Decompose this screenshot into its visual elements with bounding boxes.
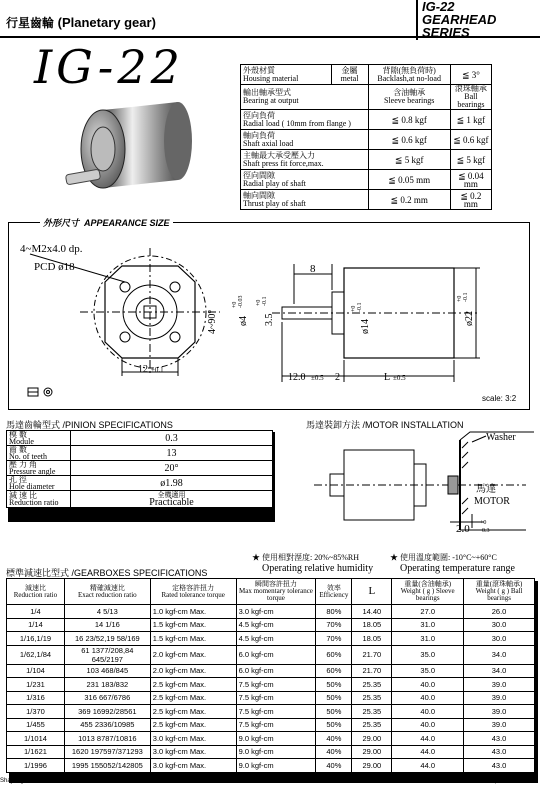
motor-label-en: MOTOR: [474, 496, 510, 507]
table-cell: 60%: [316, 645, 352, 664]
table-cell: 4 5/13: [64, 605, 150, 619]
svg-text:+0: +0: [457, 295, 463, 302]
svg-text:-0.1: -0.1: [357, 302, 363, 312]
svg-text:±0.5: ±0.5: [393, 374, 406, 382]
table-cell: 1013 8787/10816: [64, 732, 150, 746]
dim-4: ø4: [238, 316, 249, 326]
svg-text:-0.3: -0.3: [480, 528, 490, 534]
table-cell: 1/14: [7, 618, 65, 632]
gearbox-table: 減速比 Reduction ratio 精確減速比 Exact reduction ratio 定格容許扭力 Rated tolerance torque 瞬間容許扭力 Max momentary tolerance torque 效率 Efficiency L 重量(含油軸承) Weight ( g ) Sleeve bearings 重量(滾珠軸承) Weight ( g ) Ball bearings 1/4 4 5/13 1.0 kgf-cm Max. 3.0 kgf-cm 80% 14.40 27.0 26.0 1/14 14 1/16 1.5 kgf-cm Max. 4.5 kgf-cm 70% 18.05 31.0 30.0 1/16,1/19 16 23/52,19 58/169 1.5 kgf-cm Max. 4.5 kgf-cm 70% 18.05 31.0 30.0 1/62,1/84 61 1377/208,84 645/2197 2.0 kgf-cm Max. 6.0 kgf-cm 60% 21.70 35.0 34.0 1/104 103 468/845 2.0 kgf-cm Max. 6.0 kgf-cm 60% 21.70 35.0 34.0 1/231 231 183/832 2.5 kgf-cm Max. 7.5 kgf-cm 50% 25.35 40.0 39.0 1/316 316 667/6786 2.5 kgf-cm Max. 7.5 kgf-cm 50% 25.35 40.0 39.0 1/370 369 16992/28561 2.5 kgf-cm Max. 7.5 kgf-cm 50% 25.35 40.0 39.0 1/455 455 2336/10985 2.5 kgf-cm Max. 7.5 kgf-cm 50% 25.35 40.0 39.0 1/1014 1013 8787/10816 3.0 kgf-cm Max. 9.0 kgf-cm 40% 29.00 44.0 43.0 1/1621 1620 197597/371293 3.0 kgf-cm Max. 9.0 kgf-cm 40% 29.00 44.0 43.0 1/1996 1995 155052/142805 3.0 kgf-cm Max. 9.0 kgf-cm 40% 29.00 44.0 43.0: [6, 578, 535, 773]
table-cell: 3.0 kgf-cm Max.: [150, 759, 236, 773]
table-cell: 39.0: [464, 718, 535, 732]
svg-text:-0.1: -0.1: [262, 296, 268, 306]
table-cell: 1/1014: [7, 732, 65, 746]
holes-label: 4~M2x4.0 dp.: [20, 243, 83, 255]
table-cell: 30.0: [464, 618, 535, 632]
table-cell: 50%: [316, 691, 352, 705]
motor-dim: 2.0: [456, 523, 470, 535]
table-row: [7, 759, 535, 773]
svg-text:+0: +0: [351, 305, 357, 312]
table-cell: 25.35: [352, 705, 392, 719]
series-model: IG-22: [422, 0, 455, 14]
washer-label: Washer: [486, 432, 516, 443]
table-cell: 316 667/6786: [64, 691, 150, 705]
table-cell: 29.00: [352, 759, 392, 773]
side-view: [272, 264, 480, 382]
table-cell: 1/455: [7, 718, 65, 732]
table-cell: 34.0: [464, 645, 535, 664]
table-cell: 34.0: [464, 664, 535, 678]
title-en: (Planetary gear): [57, 15, 156, 30]
table-cell: 40.0: [392, 705, 464, 719]
table-row: [7, 691, 535, 705]
title-zh: 行星齒輪: [6, 16, 55, 30]
table-cell: 4.5 kgf-cm: [236, 618, 316, 632]
table-cell: 27.0: [392, 605, 464, 619]
table-cell: 39.0: [464, 678, 535, 692]
header-rule: [0, 36, 540, 38]
series-gearhead: GEARHEAD: [422, 12, 497, 27]
table-row: [7, 632, 535, 646]
model-title: IG-22: [34, 40, 184, 94]
table-cell: 1/1996: [7, 759, 65, 773]
table-cell: 103 468/845: [64, 664, 150, 678]
svg-text:+0: +0: [256, 299, 262, 306]
table-cell: 2.0 kgf-cm Max.: [150, 664, 236, 678]
dim-22: ø22: [464, 311, 475, 326]
table-cell: 6.0 kgf-cm: [236, 664, 316, 678]
table-cell: 44.0: [392, 745, 464, 759]
table-cell: 3.0 kgf-cm: [236, 605, 316, 619]
table-cell: 1/316: [7, 691, 65, 705]
table-cell: 1.5 kgf-cm Max.: [150, 632, 236, 646]
svg-text:+0: +0: [480, 520, 487, 526]
table-cell: 40.0: [392, 678, 464, 692]
table-cell: 1/231: [7, 678, 65, 692]
svg-text:±0.5: ±0.5: [311, 374, 324, 382]
front-width-label: 12: [138, 364, 148, 375]
table-cell: 18.05: [352, 632, 392, 646]
scale-label: scale: 3:2: [482, 394, 517, 403]
table-cell: 70%: [316, 632, 352, 646]
table-cell: 9.0 kgf-cm: [236, 745, 316, 759]
table-row: [7, 678, 535, 692]
motor-label-zh: 馬達: [476, 484, 496, 495]
table-cell: 6.0 kgf-cm: [236, 645, 316, 664]
table-cell: 3.0 kgf-cm Max.: [150, 745, 236, 759]
table-cell: 2.5 kgf-cm Max.: [150, 691, 236, 705]
svg-text:-0.1: -0.1: [463, 292, 469, 302]
table-cell: 30.0: [464, 632, 535, 646]
table-cell: 3.0 kgf-cm Max.: [150, 732, 236, 746]
table-cell: 50%: [316, 718, 352, 732]
page-title: [6, 14, 156, 31]
table-cell: 16 23/52,19 58/169: [64, 632, 150, 646]
table-cell: 1/62,1/84: [7, 645, 65, 664]
table-cell: 43.0: [464, 745, 535, 759]
gearbox-heading: 標準減速比型式 /GEARBOXES SPECIFICATIONS: [6, 568, 208, 578]
table-cell: 25.35: [352, 691, 392, 705]
humidity-note: ★ 使用相對溼度: 20%~85%RH Operating relative humidity: [252, 553, 374, 574]
table-cell: 60%: [316, 664, 352, 678]
temperature-note: ★ 使用溫度範圍: -10°C~+60°C Operating temperature range: [390, 553, 515, 574]
motor-heading: 馬達裝卸方法 /MOTOR INSTALLATION: [306, 420, 464, 430]
series-box: [416, 0, 540, 40]
table-row: [7, 618, 535, 632]
pinion-table: 模 數 Module 0.3 齒 數 No. of teeth 13 壓 力 角 Pressure angle 20° 孔 徑 Hole diameter ø1.98 減 速 比 Reduction ratio 全機適用 Practicable: [6, 430, 273, 508]
table-cell: 14.40: [352, 605, 392, 619]
table-cell: 40.0: [392, 718, 464, 732]
table-cell: 9.0 kgf-cm: [236, 759, 316, 773]
table-cell: 7.5 kgf-cm: [236, 678, 316, 692]
angle-label: 4~90°: [207, 309, 218, 334]
pinion-heading: 馬達齒輪型式 /PINION SPECIFICATIONS: [6, 420, 173, 430]
table-cell: 70%: [316, 618, 352, 632]
table-cell: 44.0: [392, 759, 464, 773]
table-cell: 21.70: [352, 645, 392, 664]
table-cell: 7.5 kgf-cm: [236, 705, 316, 719]
table-cell: 7.5 kgf-cm: [236, 718, 316, 732]
appearance-drawing: [10, 224, 530, 408]
table-cell: 2.0 kgf-cm Max.: [150, 645, 236, 664]
table-row: [7, 718, 535, 732]
table-cell: 231 183/832: [64, 678, 150, 692]
table-row: [7, 645, 535, 664]
table-row: [7, 605, 535, 619]
table-row: [7, 705, 535, 719]
table-cell: 35.0: [392, 664, 464, 678]
table-cell: 2.5 kgf-cm Max.: [150, 718, 236, 732]
series-label: SERIES: [422, 25, 470, 40]
table-row: [7, 732, 535, 746]
table-cell: 2.5 kgf-cm Max.: [150, 705, 236, 719]
table-cell: 39.0: [464, 705, 535, 719]
front-width-tol: ±0.1: [151, 366, 164, 374]
table-cell: 29.00: [352, 732, 392, 746]
table-cell: 25.35: [352, 678, 392, 692]
table-cell: 50%: [316, 678, 352, 692]
table-cell: 4.5 kgf-cm: [236, 632, 316, 646]
table-cell: 369 16992/28561: [64, 705, 150, 719]
table-cell: 39.0: [464, 691, 535, 705]
table-cell: 1.5 kgf-cm Max.: [150, 618, 236, 632]
appearance-label: 外形尺寸 APPEARANCE SIZE: [40, 216, 173, 229]
table-row: [7, 664, 535, 678]
table-cell: 1995 155052/142805: [64, 759, 150, 773]
table-cell: 21.70: [352, 664, 392, 678]
table-cell: 35.0: [392, 645, 464, 664]
pcd-label: PCD ø18: [34, 261, 75, 273]
table-cell: 29.00: [352, 745, 392, 759]
table-cell: 1/4: [7, 605, 65, 619]
table-cell: 18.05: [352, 618, 392, 632]
table-cell: 1/16,1/19: [7, 632, 65, 646]
table-cell: 9.0 kgf-cm: [236, 732, 316, 746]
table-cell: 1/370: [7, 705, 65, 719]
table-row: [7, 745, 535, 759]
table-cell: 31.0: [392, 618, 464, 632]
table-cell: 1/1621: [7, 745, 65, 759]
motor-hatch-icon: [462, 442, 468, 514]
table-cell: 80%: [316, 605, 352, 619]
motor-drawing: [300, 428, 536, 538]
dim-8: 8: [310, 263, 316, 275]
table-cell: 1.0 kgf-cm Max.: [150, 605, 236, 619]
table-cell: 7.5 kgf-cm: [236, 691, 316, 705]
table-cell: 31.0: [392, 632, 464, 646]
dim-12-0: 12.0: [288, 372, 306, 383]
table-cell: 40%: [316, 759, 352, 773]
dim-3-5: 3.5: [264, 313, 275, 326]
svg-text:-0.03: -0.03: [238, 295, 244, 308]
table-cell: 2.5 kgf-cm Max.: [150, 678, 236, 692]
footer-author: Shayang Ye: [0, 778, 33, 784]
gearhead-photo: [58, 90, 198, 202]
table-cell: 455 2336/10985: [64, 718, 150, 732]
dim-14: ø14: [360, 319, 371, 334]
dim-L: L: [384, 372, 391, 383]
projection-symbol-icon: [28, 388, 52, 396]
table-cell: 40.0: [392, 691, 464, 705]
table-cell: 1/104: [7, 664, 65, 678]
footer-date: September 2006: [487, 778, 532, 784]
spec-table: 外殼材質 Housing material 金屬 metal 背隙(無負荷時) Backlash,at no-load ≦ 3° 輸出軸承型式 Bearing at output 含油軸承 Sleeve bearings 滾珠軸承 Ball bearings 徑向負荷 Radial load ( 10mm from flange ) ≦ 0.8 kgf ≦ 1 kgf 軸向負荷 Shaft axial load ≦ 0.6 kgf ≦ 0.6 kgf 主軸最大承受壓入力 Shaft press fit force,max. ≦ 5 kgf ≦ 5 kgf 徑向間隙 Radial play of shaft ≦ 0.05 mm ≦ 0.04 mm 軸向間隙 Thrust play of shaft ≦ 0.2 mm ≦ 0.2 mm: [240, 64, 492, 210]
table-cell: 44.0: [392, 732, 464, 746]
table-cell: 40%: [316, 732, 352, 746]
svg-text:+0: +0: [232, 301, 238, 308]
table-cell: 50%: [316, 705, 352, 719]
table-cell: 25.35: [352, 718, 392, 732]
table-cell: 14 1/16: [64, 618, 150, 632]
table-cell: 43.0: [464, 732, 535, 746]
table-cell: 40%: [316, 745, 352, 759]
table-cell: 61 1377/208,84 645/2197: [64, 645, 150, 664]
table-cell: 43.0: [464, 759, 535, 773]
dim-2: 2: [335, 372, 340, 383]
table-cell: 1620 197597/371293: [64, 745, 150, 759]
table-cell: 26.0: [464, 605, 535, 619]
